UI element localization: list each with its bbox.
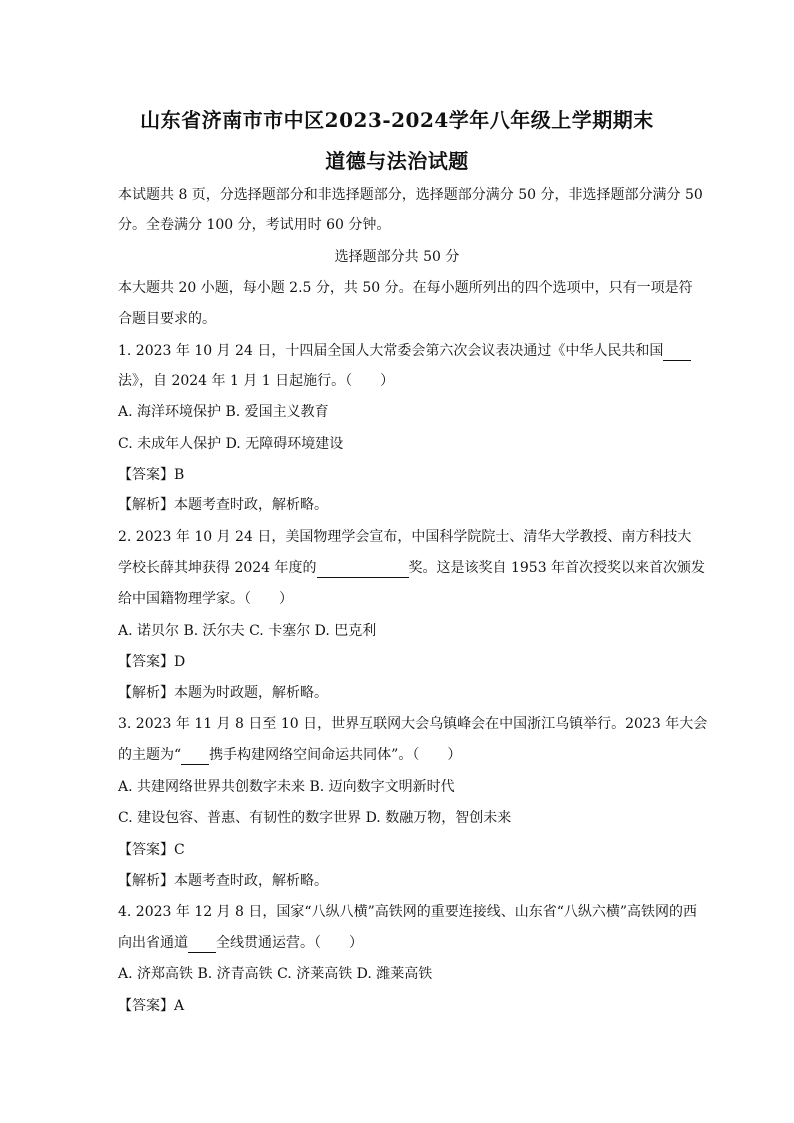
question-3-stem-line-1: 3. 2023 年 11 月 8 日至 10 日，世界互联网大会乌镇峰会在中国浙江乌镇举行。2023 年大会 xyxy=(118,716,708,732)
instructions-line-1: 本大题共 20 小题，每小题 2.5 分，共 50 分。在每小题所列出的四个选项中，只有一项是符 xyxy=(118,280,693,296)
question-4-stem-text-after: 全线贯通运营。（ ） xyxy=(216,935,363,951)
question-2-analysis: 【解析】本题为时政题，解析略。 xyxy=(118,685,328,701)
question-2-options: A. 诺贝尔 B. 沃尔夫 C. 卡塞尔 D. 巴克利 xyxy=(118,623,377,639)
question-3-analysis: 【解析】本题考查时政，解析略。 xyxy=(118,873,328,889)
question-2-stem-line-1: 2. 2023 年 10 月 24 日，美国物理学会宣布，中国科学院院士、清华大学教授、南方科技大 xyxy=(118,529,692,545)
section-heading: 选择题部分共 50 分 xyxy=(334,249,460,265)
exam-title-line-2: 道德与法治试题 xyxy=(325,149,469,173)
instructions-line-2: 合题目要求的。 xyxy=(118,311,216,327)
question-1-analysis: 【解析】本题考查时政，解析略。 xyxy=(118,497,328,513)
question-4-options: A. 济郑高铁 B. 济青高铁 C. 济莱高铁 D. 潍莱高铁 xyxy=(118,966,433,982)
question-4-stem-text-before: 向出省通道 xyxy=(118,935,188,951)
question-3-answer: 【答案】C xyxy=(118,842,185,858)
question-4-blank xyxy=(188,936,216,953)
question-1-options-line-1: A. 海洋环境保护 B. 爱国主义教育 xyxy=(118,404,329,420)
question-4-answer: 【答案】A xyxy=(118,998,185,1014)
question-1-stem-text: 1. 2023 年 10 月 24 日，十四届全国人大常委会第六次会议表决通过《中华人民共和国 xyxy=(118,343,664,359)
question-2-stem-text-before: 学校长薛其坤获得 2024 年度的 xyxy=(118,560,317,576)
question-1-options-line-2: C. 未成年人保护 D. 无障碍环境建设 xyxy=(118,436,344,452)
question-1-blank xyxy=(663,344,691,361)
question-3-stem-text-before: 的主题为“ xyxy=(118,747,182,763)
question-4-stem-line-1: 4. 2023 年 12 月 8 日，国家“八纵八横”高铁网的重要连接线、山东省“八纵六横”高铁网的西 xyxy=(118,904,698,920)
question-2-stem-line-3: 给中国籍物理学家。（ ） xyxy=(118,591,293,607)
question-2-answer: 【答案】D xyxy=(118,654,186,670)
intro-line-1: 本试题共 8 页，分选择题部分和非选择题部分，选择题部分满分 50 分，非选择题部分满分 50 xyxy=(118,187,703,203)
question-2-blank xyxy=(317,561,409,578)
question-2-stem-text-after: 奖。这是该奖自 1953 年首次授奖以来首次颁发 xyxy=(408,560,706,576)
question-3-options-line-1: A. 共建网络世界共创数字未来 B. 迈向数字文明新时代 xyxy=(118,779,455,795)
question-3-stem-text-after: 携手构建网络空间命运共同体”。（ ） xyxy=(209,747,462,763)
question-3-options-line-2: C. 建设包容、普惠、有韧性的数字世界 D. 数融万物，智创未来 xyxy=(118,810,512,826)
exam-title-line-1: 山东省济南市市中区2023-2024学年八年级上学期期末 xyxy=(140,108,654,132)
question-1-answer: 【答案】B xyxy=(118,467,185,483)
question-1-stem-line-1 xyxy=(118,341,688,361)
intro-line-2: 分。全卷满分 100 分，考试用时 60 分钟。 xyxy=(118,217,391,233)
question-4-stem-line-2 xyxy=(118,933,688,953)
question-3-blank xyxy=(181,748,209,765)
question-1-stem-line-2: 法》，自 2024 年 1 月 1 日起施行。（ ） xyxy=(118,373,395,389)
question-3-stem-line-2 xyxy=(118,745,688,765)
question-2-stem-line-2 xyxy=(118,558,706,578)
